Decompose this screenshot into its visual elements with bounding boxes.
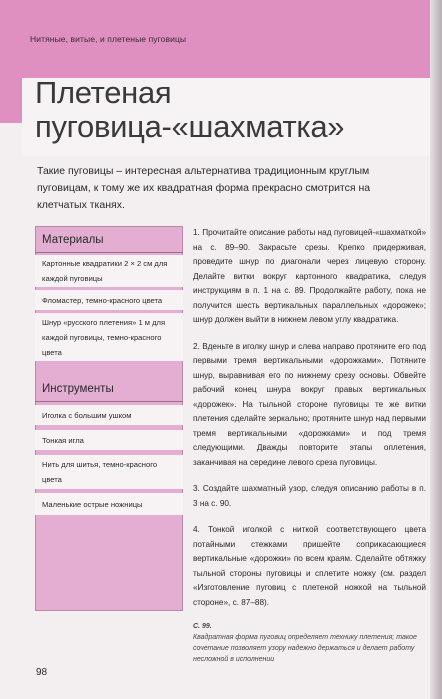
tools-heading: Инструменты bbox=[35, 376, 183, 402]
material-item: Фломастер, темно-красного цвета bbox=[35, 290, 183, 310]
tool-item: Тонкая игла bbox=[35, 430, 183, 450]
instruction-steps bbox=[193, 226, 426, 622]
page-edge bbox=[430, 0, 442, 699]
running-head: Нитяные, витые, и плетеные пуговицы bbox=[30, 34, 187, 44]
materials-heading: Материалы bbox=[35, 227, 183, 253]
step-paragraph: 4. Тонкой иголкой с ниткой соответствующего цвета потайными стежками пришейте соприкасающиеся вертикальные «дорожки» по всем краям. Сделайте обтяжку тыльной стороны пуговицы и сплетите ножку (см. раздел «Изготовление пуговиц с плетеной ножкой на тыльной стороне», с. 87–88). bbox=[193, 525, 426, 607]
page-number: 98 bbox=[36, 667, 48, 678]
title-line: пуговица-«шахматка» bbox=[35, 109, 345, 144]
title-line: Плетеная bbox=[35, 75, 172, 110]
figure-caption bbox=[193, 621, 423, 665]
material-item: Картонные квадратики 2 × 2 см для каждой пуговицы bbox=[35, 255, 183, 287]
tool-item: Нить для шитья, темно-красного цвета bbox=[35, 455, 183, 489]
step-paragraph: 3. Создайте шахматный узор, следуя описанию работы в п. 3 на с. 90. bbox=[193, 484, 426, 508]
caption-text: Квадратная форма пуговиц определяет технику плетения; такое сочетание позволяет узору надежно держаться и делает работу несложной в исполнении bbox=[193, 634, 417, 663]
intro-paragraph: Такие пуговицы – интересная альтернатива традиционным круглым пуговицам, к тому же их квадратная форма прекрасно смотрится на клетчатых тканях. bbox=[37, 165, 371, 211]
caption-reference: С. 99. bbox=[193, 623, 212, 630]
material-item: Шнур «русского плетения» 1 м для каждой пуговицы, темно-красного цвета bbox=[35, 313, 183, 361]
step-paragraph: 2. Вденьте в иголку шнур и слева направо протяните его под первыми тремя вертикальными «дорожками». Потяните шнур, выравнивая его по нижнему срезу основы. Обвейте рабочий конец шнура вокруг правых вертикальных «дорожек». На тыльной стороне пуговицы те же витки плетения сделайте зеркально; протяните шнур над первыми тремя вертикальными «дорожками» и под тремя следующими. Дважды повторите этапы оплетения, заканчивая на середине левого среза пуговицы. bbox=[193, 341, 426, 467]
tool-item: Маленькие острые ножницы bbox=[35, 493, 183, 515]
tool-item: Иголка с большим ушком bbox=[35, 405, 183, 425]
page-title bbox=[35, 76, 344, 144]
step-paragraph: 1. Прочитайте описание работы над пуговицей-«шахматкой» на с. 89–90. Закрасьте срезы. Крепко придерживая, проведите шнур по диагонали через лицевую сторону. Делайте витки вокруг картонного квадратика, следуя инструкциям в п. 1 на с. 89. Продолжайте работу, пока не получится шесть вертикальных параллельных «дорожек»; шнур должен выйти в нижнем левом углу квадратика. bbox=[193, 228, 426, 324]
